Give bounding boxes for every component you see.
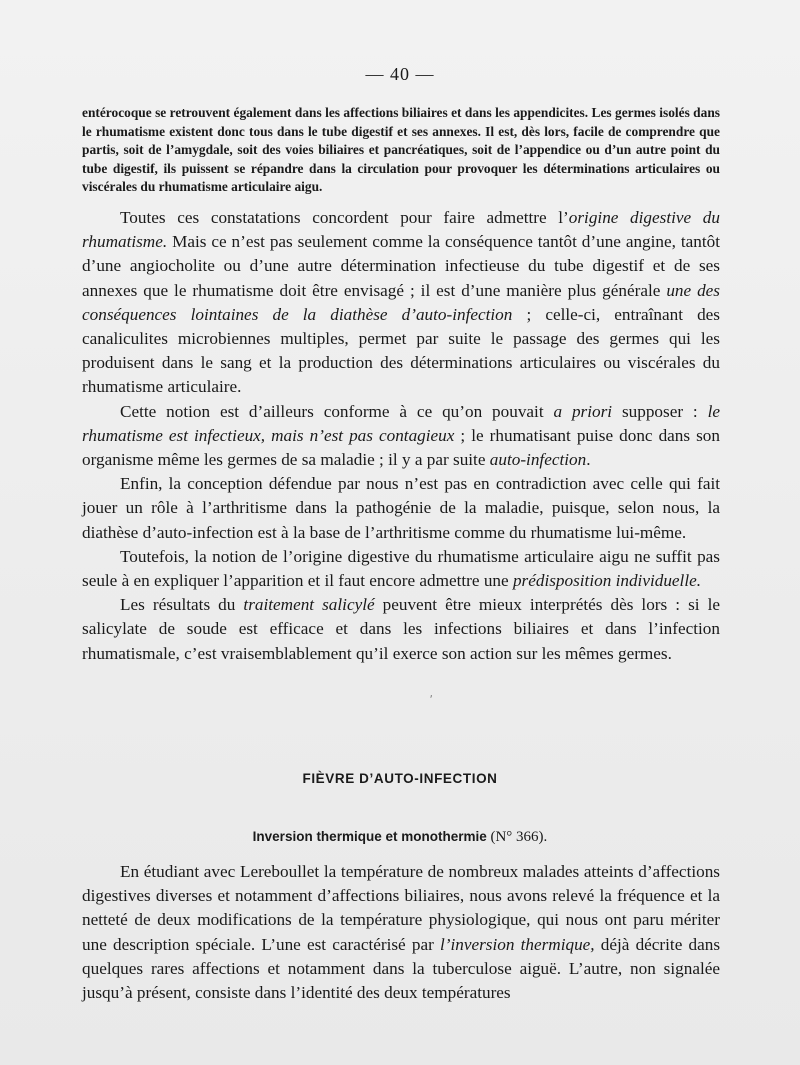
- paragraph-arthritisme: Enfin, la conception défendue par nous n’est pas en contradiction avec celle qui fait jouer un rôle à l’arthritisme dans la pathogénie de la maladie, puisque, selon nous, la diathèse d’auto-infection est à la base de l’arthritisme comme du rhumatisme lui-même.: [82, 474, 720, 542]
- section-heading: FIÈVRE D’AUTO-INFECTION: [302, 771, 498, 786]
- page-number: — 40 —: [365, 64, 435, 84]
- paragraph-origine-digestive: Toutes ces constatations concordent pour faire admettre l’origine digestive du rhumatisme. Mais ce n’est pas seulement comme la conséquence tantôt d’une angine, tantôt d’une angiocholite ou d’une autre détermination infectieuse du tube digestif et de ses annexes que le rhumatisme doit être envisagé ; il est d’une manière plus générale une des conséquences lointaines de la diathèse d’auto-infection ; celle-ci, entraînant des canaliculites microbiennes multiples, permet par suite le passage des germes qui les produisent dans le sang et la production des déterminations articulaires ou viscérales du rhumatisme articulaire.: [82, 208, 720, 397]
- intro-paragraph: entérocoque se retrouvent également dans les affections biliaires et dans les appendicites. Les germes isolés dans le rhumatisme existent donc tous dans le tube digestif et ses annexes. Il est, dès lors, facile de comprendre que partis, soit de l’amygdale, soit des voies biliaires et pancréatiques, soit de l’appendice ou d’un autre point du tube digestif, ils puissent se répandre dans la circulation pour provoquer les déterminations articulaires ou viscérales du rhumatisme articulaire aigu.: [82, 105, 720, 195]
- subsection-title: Inversion thermique et monothermie: [252, 829, 487, 844]
- main-text: [82, 206, 720, 666]
- stray-mark: ʹ: [430, 692, 433, 706]
- subsection-reference: (N° 366).: [490, 829, 548, 845]
- paragraph-notion-infectieuse: Cette notion est d’ailleurs conforme à ce qu’on pouvait a priori supposer : le rhumatisme est infectieux, mais n’est pas contagieux ; le rhumatisant puise donc dans son organisme même les germes de sa maladie ; il y a par suite auto-infection.: [82, 401, 720, 470]
- paragraph-traitement-salicyle: Les résultats du traitement salicylé peuvent être mieux interprétés dès lors : si le salicylate de soude est efficace et dans les infections biliaires et dans l’infection rhumatismale, c’est vraisemblablement qu’il exerce son action sur les mêmes germes.: [82, 595, 720, 663]
- paragraph-inversion-thermique: En étudiant avec Lereboullet la température de nombreux malades atteints d’affections digestives diverses et notamment d’affections biliaires, nous avons relevé la fréquence et la netteté de deux modifications de la température physiologique, qui nous ont paru mériter une description spéciale. L’une est caractérisé par l’inversion thermique, déjà décrite dans quelques rares affections et notamment dans la tuberculose aiguë. L’autre, non signalée jusqu’à présent, consiste dans l’identité des deux températures: [82, 862, 721, 1003]
- subsection-text: [82, 860, 720, 1005]
- subsection-heading: [0, 829, 800, 846]
- paragraph-predisposition: Toutefois, la notion de l’origine digestive du rhumatisme articulaire aigu ne suffit pas seule à en expliquer l’apparition et il faut encore admettre une prédisposition individuelle.: [82, 546, 720, 591]
